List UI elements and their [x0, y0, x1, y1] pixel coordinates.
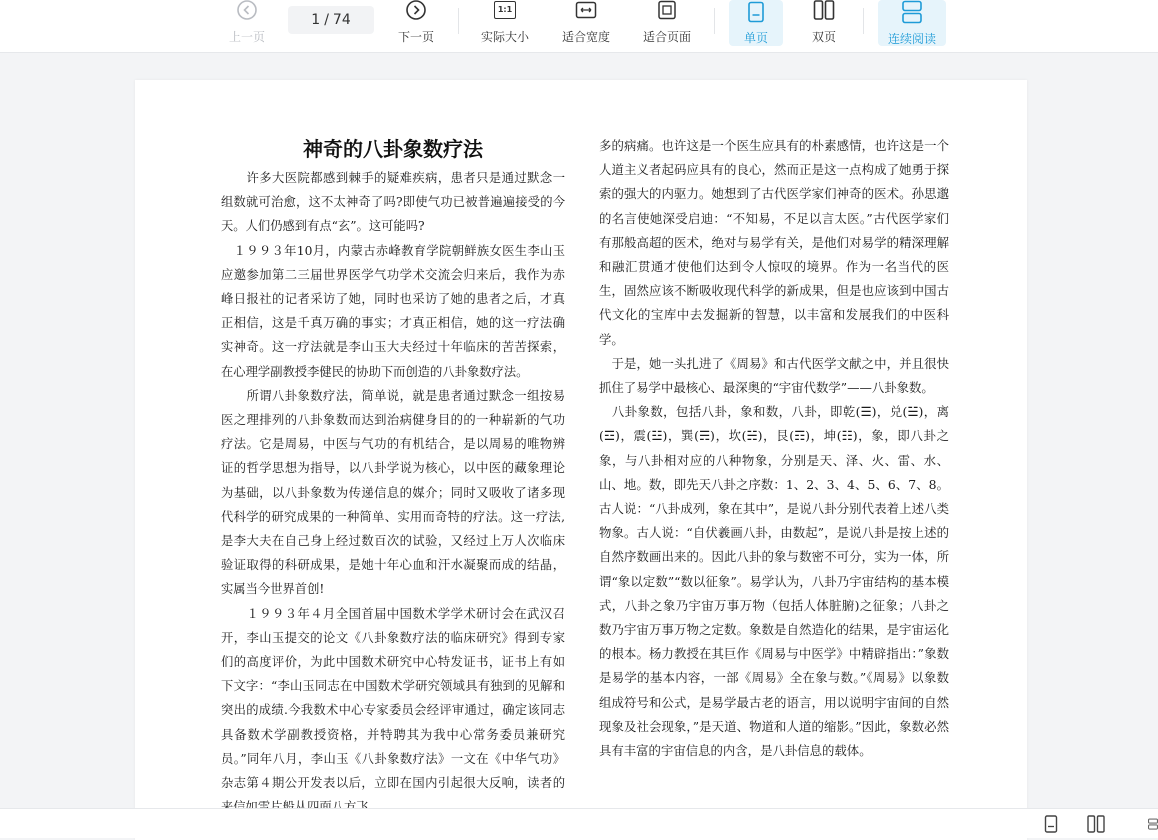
- page-indicator[interactable]: [288, 6, 374, 34]
- next-page-label: 下一页: [397, 30, 434, 44]
- continuous-icon[interactable]: [1148, 814, 1158, 834]
- single-page-icon: [747, 0, 765, 23]
- double-page-icon: [813, 0, 835, 22]
- toolbar-divider: [458, 8, 459, 34]
- actual-size-label: 实际大小: [480, 30, 529, 44]
- paragraph: 许多大医院都感到棘手的疑难疾病，患者只是通过默念一组数就可治愈，这不太神奇了吗?即使气功已被普遍遍接受的今天。人们仍感到有点“玄”。这可能吗?: [221, 171, 565, 234]
- document-page: [135, 80, 1027, 840]
- toolbar-divider: [863, 8, 864, 34]
- status-bar: [0, 808, 1158, 838]
- prev-page-button[interactable]: [226, 0, 268, 48]
- double-page-button[interactable]: [797, 0, 851, 48]
- paragraph: 于是，她一头扎进了《周易》和古代医学文献之中，并且很快抓住了易学中最核心、最深奥的“宇宙代数学”——八卦象数。: [599, 355, 949, 396]
- single-page-button[interactable]: [729, 0, 783, 46]
- single-page-label: 单页: [743, 31, 768, 45]
- paragraph: 多的病痛。也许这是一个医生应具有的朴素感情，也许这是一个人道主义者起码应具有的良心，然而正是这一点构成了她勇于探索的强大的内驱力。她想到了古代医学家们神奇的医术。孙思邈的名言使她深受启迪：“不知易，不足以言太医。”古代医学家们有那般高超的医术，绝对与易学有关，是他们对易学的精深理解和融汇贯通才使他们达到令人惊叹的境界。作为一名当代的医生，固然应该不断吸收现代科学的新成果，但是也应该到中国古代文化的宝库中去发掘新的智慧，以丰富和发展我们的中医科学。: [599, 138, 949, 347]
- continuous-reading-icon: [901, 0, 923, 24]
- total-pages: 74: [332, 12, 351, 28]
- current-page-input[interactable]: 1: [311, 12, 321, 28]
- document-title: 神奇的八卦象数疗法: [303, 137, 483, 161]
- single-page-icon[interactable]: [1042, 814, 1060, 834]
- fit-width-label: 适合宽度: [561, 30, 610, 44]
- chevron-right-circle-icon: [405, 0, 427, 22]
- double-page-label: 双页: [811, 30, 836, 44]
- actual-size-icon: 1:1: [494, 0, 516, 22]
- fit-page-icon: [657, 0, 677, 22]
- paragraph: １９９３年10月，内蒙古赤峰教育学院朝鲜族女医生李山玉应邀参加第二三届世界医学气功学术交流会归来后，我作为赤峰日报社的记者采访了她，同时也采访了她的患者之后，才真正相信，这是千真万确的事实；才真正相信，她的这一疗法确实神奇。这一疗法就是李山玉大夫经过十年临床的苦苦探索，在心理学副教授李健民的协助下而创造的八卦象数疗法。: [221, 243, 565, 379]
- actual-size-button[interactable]: [477, 0, 533, 48]
- toolbar-divider: [714, 8, 715, 34]
- fit-width-button[interactable]: [558, 0, 614, 48]
- paragraph: １９９３年４月全国首届中国数术学学术研讨会在武汉召开，李山玉提交的论文《八卦象数疗法的临床研究》得到专家们的高度评价，为此中国数术研究中心特发证书，证书上有如下文字：“李山玉同志在中国数术学研究领域具有独到的见解和突出的成绩.今我数术中心专家委员会经评审通过，确定该同志具备数术学副教授资格，并特聘其为我中心常务委员兼研究员。”同年八月，李山玉《八卦象数疗法》一文在《中华气功》杂志第４期公开发表以后，立即在国内引起很大反响，读者的: [221, 606, 565, 791]
- fit-width-icon: [575, 0, 597, 22]
- chevron-left-circle-icon: [236, 0, 258, 22]
- left-column: [221, 134, 565, 819]
- paragraph: 所谓八卦象数疗法，简单说，就是患者通过默念一组按易医之理排列的八卦象数而达到治病健身目的的一种崭新的气功疗法。它是周易，中医与气功的有机结合，是以周易的唯物辨证的哲学思想为指导，以八卦学说为核心，以中医的藏象理论为基础，以八卦象数为传递信息的媒介；同时又吸收了诸多现代科学的研究成果的一种简单、实用而奇特的疗法。这一疗法,是李大夫在自己身上经过数百次的试验，又经过上万人次临床验证取得的科研成果，是她十年心血和汗水凝聚而成的结晶，实属当今世界首创!: [221, 388, 565, 597]
- next-page-button[interactable]: [395, 0, 437, 48]
- paragraph: 八卦象数，包括八卦，象和数，八卦，即乾(☰)，兑(☱)，离(☲)，震(☳)，巽(☴)，坎(☵)，艮(☶)，坤(☷)，象，即八卦之象，与八卦相对应的八种物象，分别是天、泽、火、雷、水、山、地。数，即先天八卦之序数：1、2、3、4、5、6、7、8。古人说：“八卦成列，象在其中”，是说八卦分别代表着上述八类物象。古人说：“自伏羲画八卦，由数起”，是说八卦是按上述的自然序数画出来的。因此八卦的象与数密不可分，实为一体，所谓“象以定数”“数以征象”。易学认为，八卦乃宇宙结构的基本模式，八卦之象乃宇宙万事万物（包括人体脏腑)之征象；八卦之数乃宇宙万事万物之定数。象数是自然造化的结果，是宇宙运化的根本。杨力教授在其巨作《周易与中医学》中精辟指出：”象数是易学的基本内容，一部《周易》全在象与数。”《周易》以象数组成符号和公式，是易学最古老的语言，用以说明宇宙间的自然现象及社会现象，”是天道、物道和人道的缩影。”因此，象数必然具有丰富的宇宙信息的内含，是八卦信息的载体。: [599, 404, 949, 759]
- prev-page-label: 上一页: [228, 30, 265, 44]
- continuous-reading-label: 连续阅读: [887, 32, 936, 46]
- double-page-icon[interactable]: [1085, 814, 1107, 834]
- fit-page-label: 适合页面: [642, 30, 691, 44]
- viewer-toolbar: [0, 0, 1158, 53]
- continuous-reading-button[interactable]: [878, 0, 946, 46]
- right-column: [599, 134, 949, 763]
- page-separator: /: [324, 12, 329, 28]
- fit-page-button[interactable]: [639, 0, 695, 48]
